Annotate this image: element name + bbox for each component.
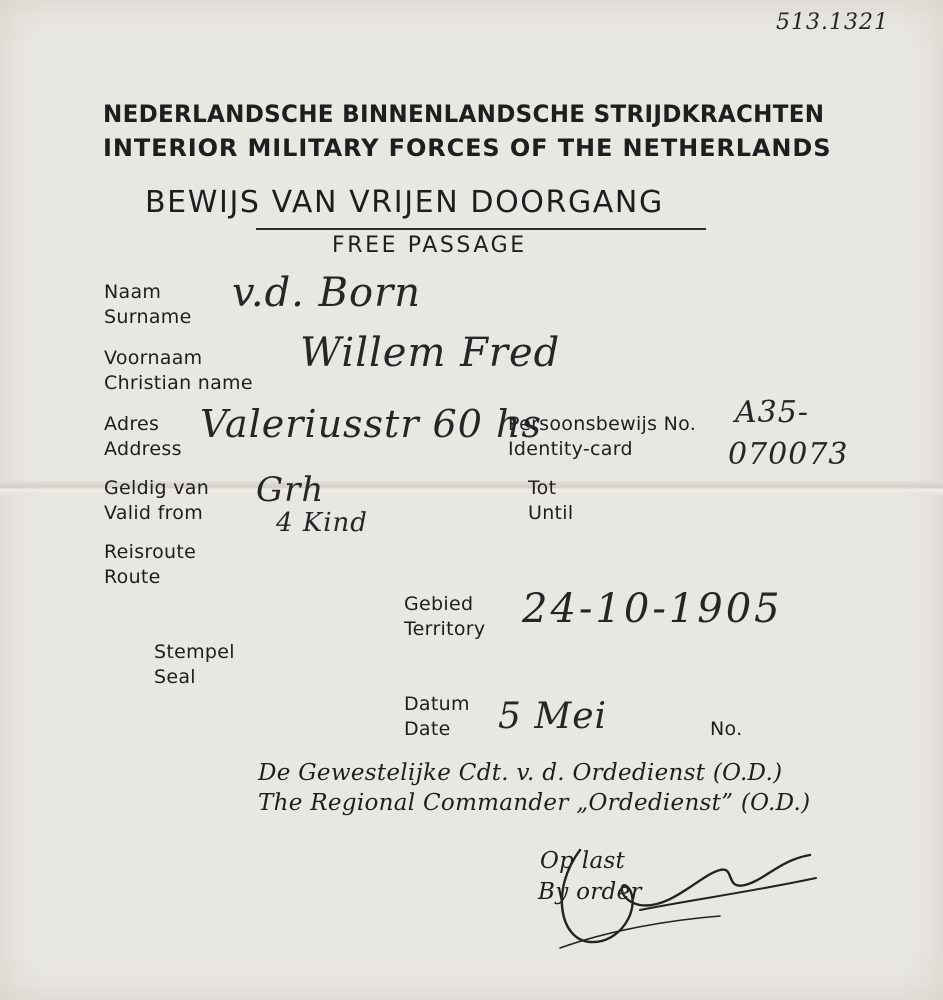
- territory-value: 24-10-1905: [522, 586, 783, 632]
- document-subtitle: FREE PASSAGE: [332, 233, 527, 258]
- number-label: No.: [710, 718, 743, 740]
- seal-label: Stempel Seal: [154, 641, 235, 688]
- christian-name-value: Willem Fred: [300, 330, 561, 376]
- handwritten-signature: [520, 830, 820, 960]
- until-label: Tot Until: [528, 477, 574, 524]
- valid-from-label: Geldig van Valid from: [104, 477, 210, 524]
- date-value: 5 Mei: [498, 696, 608, 737]
- serial-number: 513.1321: [776, 10, 889, 35]
- identity-card-label: Persoonsbewijs No. Identity-card: [508, 413, 697, 460]
- identity-card-value-line2: 070073: [728, 437, 849, 472]
- date-label: Datum Date: [404, 693, 470, 740]
- order-label-dutch: Op last: [540, 848, 626, 874]
- christian-name-label: Voornaam Christian name: [104, 347, 253, 394]
- surname-value: v.d. Born: [232, 270, 421, 316]
- address-label: Adres Address: [104, 413, 182, 460]
- address-value: Valeriusstr 60 hs: [200, 402, 542, 446]
- commander-title-dutch: De Gewestelijke Cdt. v. d. Ordedienst (O.D.): [258, 760, 783, 786]
- header-dutch: NEDERLANDSCHE BINNENLANDSCHE STRIJDKRACHTEN: [103, 100, 825, 128]
- territory-label: Gebied Territory: [404, 593, 486, 640]
- title-underline: [256, 228, 706, 230]
- route-label: Reisroute Route: [104, 541, 197, 588]
- document-title: BEWIJS VAN VRIJEN DOORGANG: [145, 185, 664, 220]
- surname-label: Naam Surname: [104, 281, 192, 328]
- valid-from-value-line2: 4 Kind: [276, 508, 368, 538]
- header-english: INTERIOR MILITARY FORCES OF THE NETHERLANDS: [103, 134, 832, 162]
- identity-card-value-line1: A35-: [735, 395, 809, 430]
- commander-title-english: The Regional Commander „Ordedienst” (O.D.): [258, 790, 811, 816]
- valid-from-value-line1: Grh: [256, 470, 325, 510]
- order-label-english: By order: [538, 879, 642, 905]
